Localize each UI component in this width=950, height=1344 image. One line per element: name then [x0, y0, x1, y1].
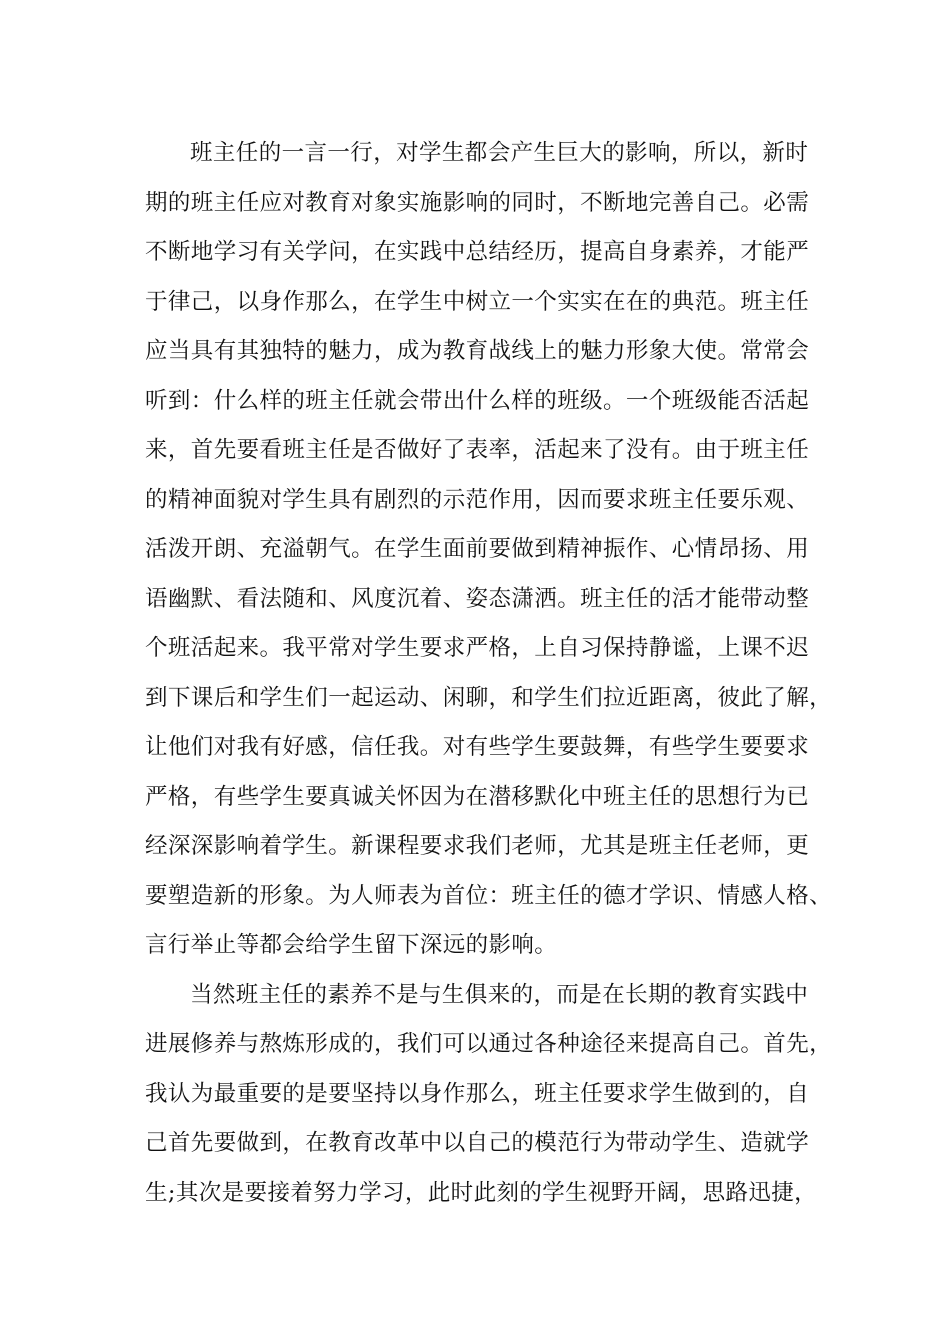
paragraph-line: 应当具有其独特的魅力，成为教育战线上的魅力形象大使。常常会	[145, 338, 810, 364]
paragraph-line: 个班活起来。我平常对学生要求严格，上自习保持静谧，上课不迟	[145, 635, 810, 661]
paragraph-line: 活泼开朗、充溢朝气。在学生面前要做到精神振作、心情昂扬、用	[145, 536, 810, 562]
paragraph-line: 于律己，以身作那么，在学生中树立一个实实在在的典范。班主任	[145, 288, 810, 315]
paragraph-2	[145, 971, 833, 1219]
paragraph-line: 到下课后和学生们一起运动、闲聊，和学生们拉近距离，彼此了解，	[145, 684, 833, 711]
paragraph-line: 严格，有些学生要真诚关怀因为在潜移默化中班主任的思想行为已	[145, 783, 810, 810]
paragraph-line: 不断地学习有关学问，在实践中总结经历，提高自身素养，才能严	[145, 239, 810, 265]
paragraph-line: 听到：什么样的班主任就会带出什么样的班级。一个班级能否活起	[145, 387, 810, 414]
paragraph-line: 让他们对我有好感，信任我。对有些学生要鼓舞，有些学生要要求	[145, 734, 810, 760]
paragraph-line: 生;其次是要接着努力学习，此时此刻的学生视野开阔，思路迅捷，	[145, 1179, 818, 1206]
paragraph-1	[145, 129, 833, 971]
paragraph-line: 要塑造新的形象。为人师表为首位：班主任的德才学识、情感人格、	[145, 882, 833, 909]
paragraph-line: 我认为最重要的是要坚持以身作那么，班主任要求学生做到的，自	[145, 1080, 810, 1107]
document-body	[145, 129, 833, 1218]
paragraph-line: 期的班主任应对教育对象实施影响的同时，不断地完善自己。必需	[145, 189, 810, 216]
paragraph-line: 语幽默、看法随和、风度沉着、姿态潇洒。班主任的活才能带动整	[145, 585, 810, 612]
paragraph-line: 来，首先要看班主任是否做好了表率，活起来了没有。由于班主任	[145, 437, 810, 463]
paragraph-line: 经深深影响着学生。新课程要求我们老师，尤其是班主任老师，更	[145, 833, 810, 859]
paragraph-line: 的精神面貌对学生具有剧烈的示范作用，因而要求班主任要乐观、	[145, 486, 810, 513]
paragraph-line: 言行举止等都会给学生留下深远的影响。	[145, 932, 558, 958]
paragraph-line: 进展修养与熬炼形成的，我们可以通过各种途径来提高自己。首先，	[145, 1031, 833, 1057]
paragraph-line: 当然班主任的素养不是与生俱来的，而是在长期的教育实践中	[190, 981, 809, 1008]
paragraph-line: 班主任的一言一行，对学生都会产生巨大的影响，所以，新时	[190, 140, 809, 166]
paragraph-line: 己首先要做到，在教育改革中以自己的模范行为带动学生、造就学	[145, 1130, 810, 1156]
